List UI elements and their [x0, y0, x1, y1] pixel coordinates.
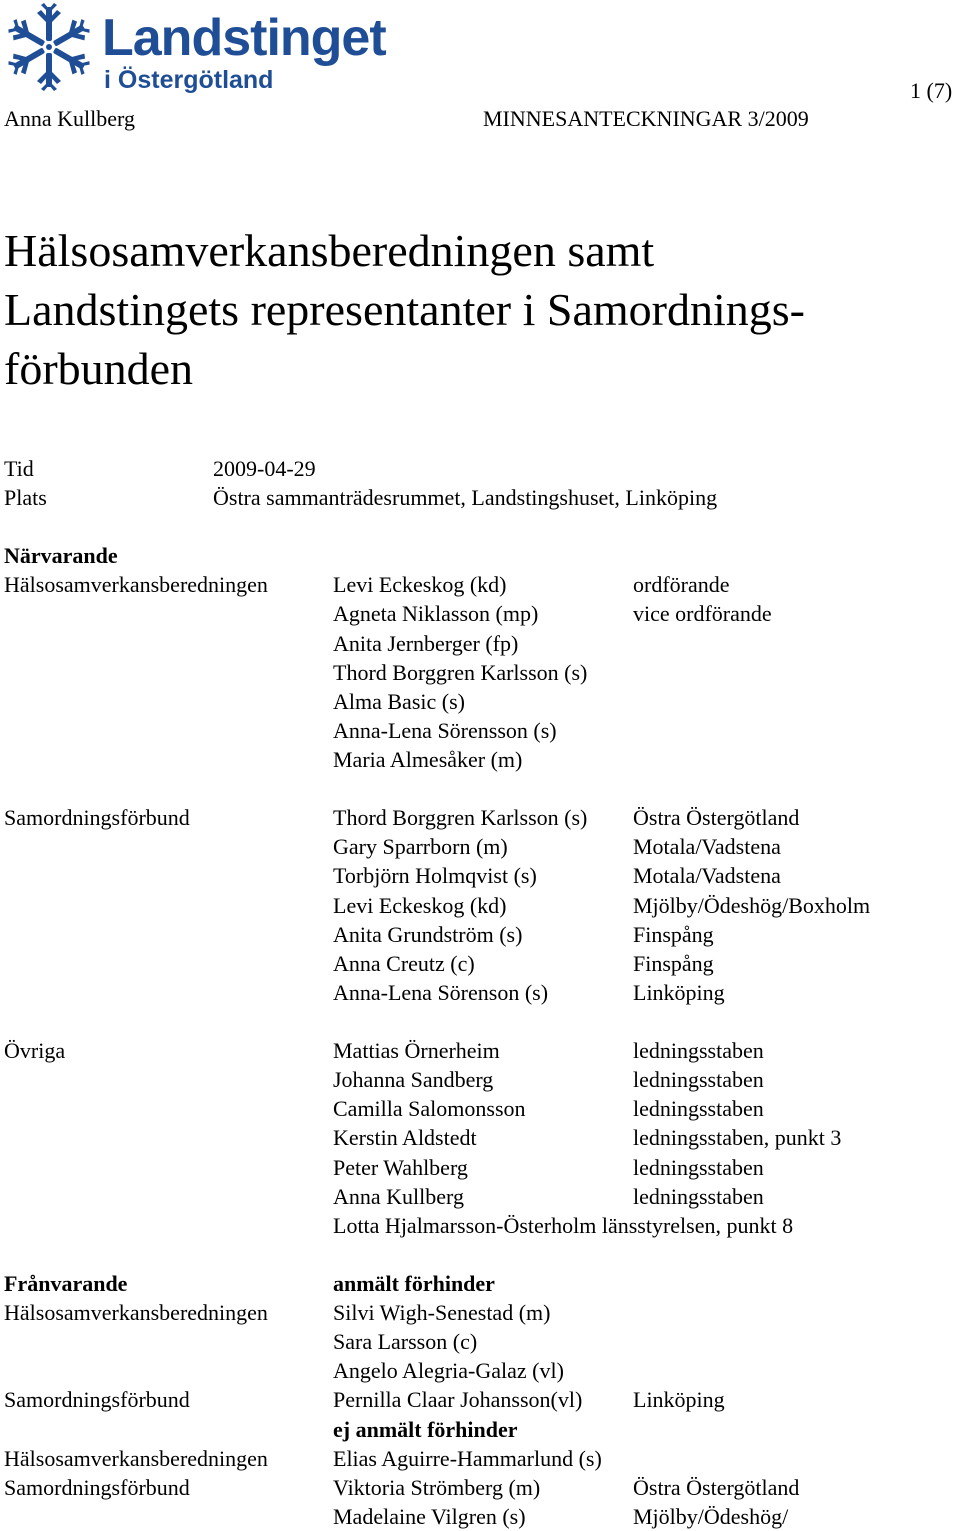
absent-board-label: Hälsosamverkansberedningen: [4, 1300, 268, 1325]
unreported-assoc-member-name: Madelaine Vilgren (s): [333, 1504, 526, 1529]
assoc-member-name: Levi Eckeskog (kd): [333, 893, 507, 918]
absent-assoc-member-name: Pernilla Claar Johansson(vl): [333, 1387, 583, 1412]
assoc-member-place: Motala/Vadstena: [633, 834, 781, 859]
assoc-member-name: Anna-Lena Sörenson (s): [333, 980, 549, 1005]
tid-label: Tid: [4, 456, 34, 481]
other-member-name: Mattias Örnerheim: [333, 1038, 500, 1063]
plats-value: Östra sammanträdesrummet, Landstingshuset, Linköping: [213, 485, 718, 510]
plats-label: Plats: [4, 485, 47, 510]
absent-heading: Frånvarande: [4, 1271, 128, 1296]
board-member-name: Anita Jernberger (fp): [333, 631, 519, 656]
board-member-name: Maria Almesåker (m): [333, 747, 523, 772]
reported-heading: anmält förhinder: [333, 1271, 495, 1296]
present-other-label: Övriga: [4, 1038, 66, 1063]
other-member-role: ledningsstaben, punkt 3: [633, 1125, 842, 1150]
board-member-name: Agneta Niklasson (mp): [333, 601, 539, 626]
assoc-member-name: Gary Sparrborn (m): [333, 834, 508, 859]
absent-board-member: Angelo Alegria-Galaz (vl): [333, 1358, 564, 1383]
other-member-role: ledningsstaben: [633, 1038, 764, 1063]
other-member-name: Camilla Salomonsson: [333, 1096, 526, 1121]
assoc-member-name: Anita Grundström (s): [333, 922, 523, 947]
title-line-1: Hälsosamverkansberedningen samt: [4, 225, 655, 276]
board-member-role: vice ordförande: [633, 601, 772, 626]
other-member-last: Lotta Hjalmarsson-Österholm länsstyrelsen, punkt 8: [333, 1213, 794, 1238]
assoc-member-name: Torbjörn Holmqvist (s): [333, 863, 537, 888]
other-member-role: ledningsstaben: [633, 1184, 764, 1209]
present-heading: Närvarande: [4, 543, 118, 568]
absent-board-member: Sara Larsson (c): [333, 1329, 478, 1354]
present-assoc-label: Samordningsförbund: [4, 805, 190, 830]
author: Anna Kullberg: [4, 106, 135, 131]
unreported-assoc-member-name: Viktoria Strömberg (m): [333, 1475, 541, 1500]
logo-title: Landstinget: [102, 9, 386, 67]
tid-value: 2009-04-29: [213, 456, 316, 481]
assoc-member-place: Östra Östergötland: [633, 805, 800, 830]
unreported-assoc-member-place: Östra Östergötland: [633, 1475, 800, 1500]
assoc-member-name: Anna Creutz (c): [333, 951, 475, 976]
title-line-2: Landstingets representanter i Samordnings-: [4, 284, 805, 335]
assoc-member-name: Thord Borggren Karlsson (s): [333, 805, 588, 830]
unreported-heading: ej anmält förhinder: [333, 1417, 518, 1442]
assoc-member-place: Mjölby/Ödeshög/Boxholm: [633, 893, 871, 918]
board-member-name: Alma Basic (s): [333, 689, 465, 714]
absent-board-member: Silvi Wigh-Senestad (m): [333, 1300, 551, 1325]
board-member-role: ordförande: [633, 572, 730, 597]
page-number: 1 (7): [910, 78, 953, 103]
absent-assoc-label: Samordningsförbund: [4, 1387, 190, 1412]
unreported-assoc-member-place: Mjölby/Ödeshög/: [633, 1504, 789, 1529]
other-member-role: ledningsstaben: [633, 1096, 764, 1121]
logo-subtitle: i Östergötland: [104, 66, 274, 94]
assoc-member-place: Motala/Vadstena: [633, 863, 781, 888]
assoc-member-place: Finspång: [633, 922, 714, 947]
present-board-label: Hälsosamverkansberedningen: [4, 572, 268, 597]
other-member-name: Peter Wahlberg: [333, 1155, 468, 1180]
document-type: MINNESANTECKNINGAR 3/2009: [483, 106, 809, 131]
absent-assoc-member-place: Linköping: [633, 1387, 725, 1412]
unreported-assoc-label: Samordningsförbund: [4, 1475, 190, 1500]
other-member-name: Johanna Sandberg: [333, 1067, 494, 1092]
other-member-name: Kerstin Aldstedt: [333, 1125, 477, 1150]
assoc-member-place: Finspång: [633, 951, 714, 976]
title-line-3: förbunden: [4, 343, 194, 394]
other-member-role: ledningsstaben: [633, 1155, 764, 1180]
board-member-name: Levi Eckeskog (kd): [333, 572, 507, 597]
assoc-member-place: Linköping: [633, 980, 725, 1005]
unreported-board-label: Hälsosamverkansberedningen: [4, 1446, 268, 1471]
board-member-name: Thord Borggren Karlsson (s): [333, 660, 588, 685]
snowflake-logo-icon: [4, 2, 94, 92]
unreported-board-member: Elias Aguirre-Hammarlund (s): [333, 1446, 602, 1471]
board-member-name: Anna-Lena Sörensson (s): [333, 718, 557, 743]
other-member-role: ledningsstaben: [633, 1067, 764, 1092]
other-member-name: Anna Kullberg: [333, 1184, 464, 1209]
